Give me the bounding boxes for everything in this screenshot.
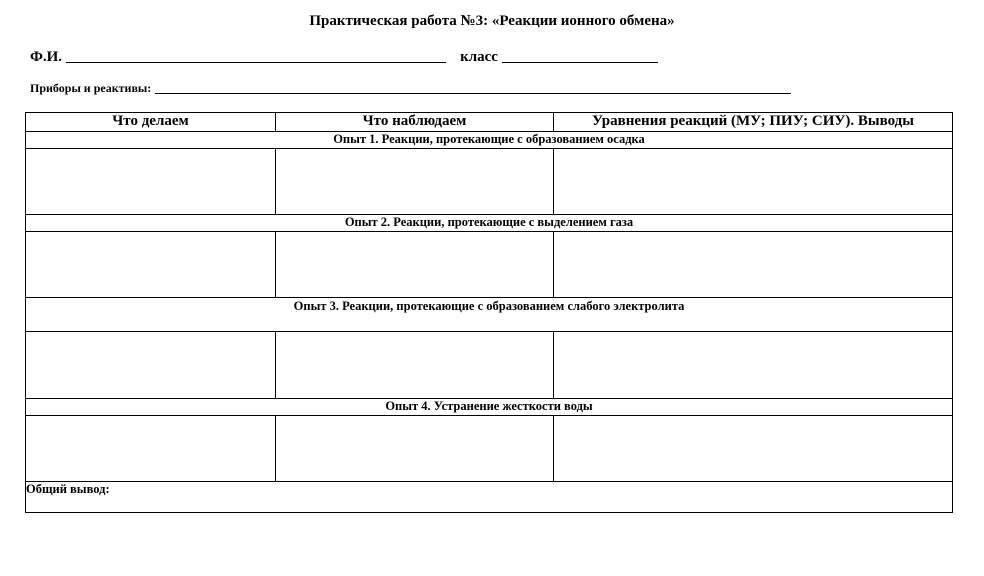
header-what-we-observe: Что наблюдаем [276,113,554,132]
cell-equations[interactable] [554,332,953,399]
cell-equations[interactable] [554,232,953,298]
header-equations-conclusions: Уравнения реакций (МУ; ПИУ; СИУ). Выводы [554,113,953,132]
experiment-title-row [26,399,953,416]
experiment-2-title: Опыт 2. Реакции, протекающие с выделением газа [26,215,953,232]
experiment-4-title: Опыт 4. Устранение жесткости воды [26,399,953,416]
cell-equations[interactable] [554,149,953,215]
cell-what-we-observe[interactable] [276,232,554,298]
name-class-row [30,46,658,66]
experiment-title-row [26,298,953,332]
conclusion-row [26,482,953,513]
general-conclusion-cell[interactable] [26,482,953,513]
cell-what-we-do[interactable] [26,149,276,215]
cell-what-we-do[interactable] [26,416,276,482]
devices-blank-line[interactable] [155,93,791,94]
experiment-title-row [26,215,953,232]
experiment-3-title: Опыт 3. Реакции, протекающие с образованием слабого электролита [26,298,953,332]
general-conclusion-label: Общий вывод: [26,482,110,496]
fio-label: Ф.И. [30,49,63,65]
header-what-we-do: Что делаем [26,113,276,132]
fio-blank-line[interactable] [66,62,446,63]
cell-what-we-observe[interactable] [276,416,554,482]
experiment-1-entry-row [26,149,953,215]
cell-what-we-do[interactable] [26,332,276,399]
cell-equations[interactable] [554,416,953,482]
cell-what-we-do[interactable] [26,232,276,298]
devices-row [30,80,791,96]
experiment-title-row [26,132,953,149]
experiment-3-entry-row [26,332,953,399]
cell-what-we-observe[interactable] [276,149,554,215]
header-row [26,113,953,132]
worksheet-table [25,112,953,513]
devices-label: Приборы и реактивы: [30,81,152,95]
experiment-2-entry-row [26,232,953,298]
page-title: Практическая работа №3: «Реакции ионного обмена» [309,13,675,29]
class-blank-line[interactable] [502,62,658,63]
class-label: класс [460,49,498,65]
experiment-1-title: Опыт 1. Реакции, протекающие с образованием осадка [26,132,953,149]
cell-what-we-observe[interactable] [276,332,554,399]
experiment-4-entry-row [26,416,953,482]
